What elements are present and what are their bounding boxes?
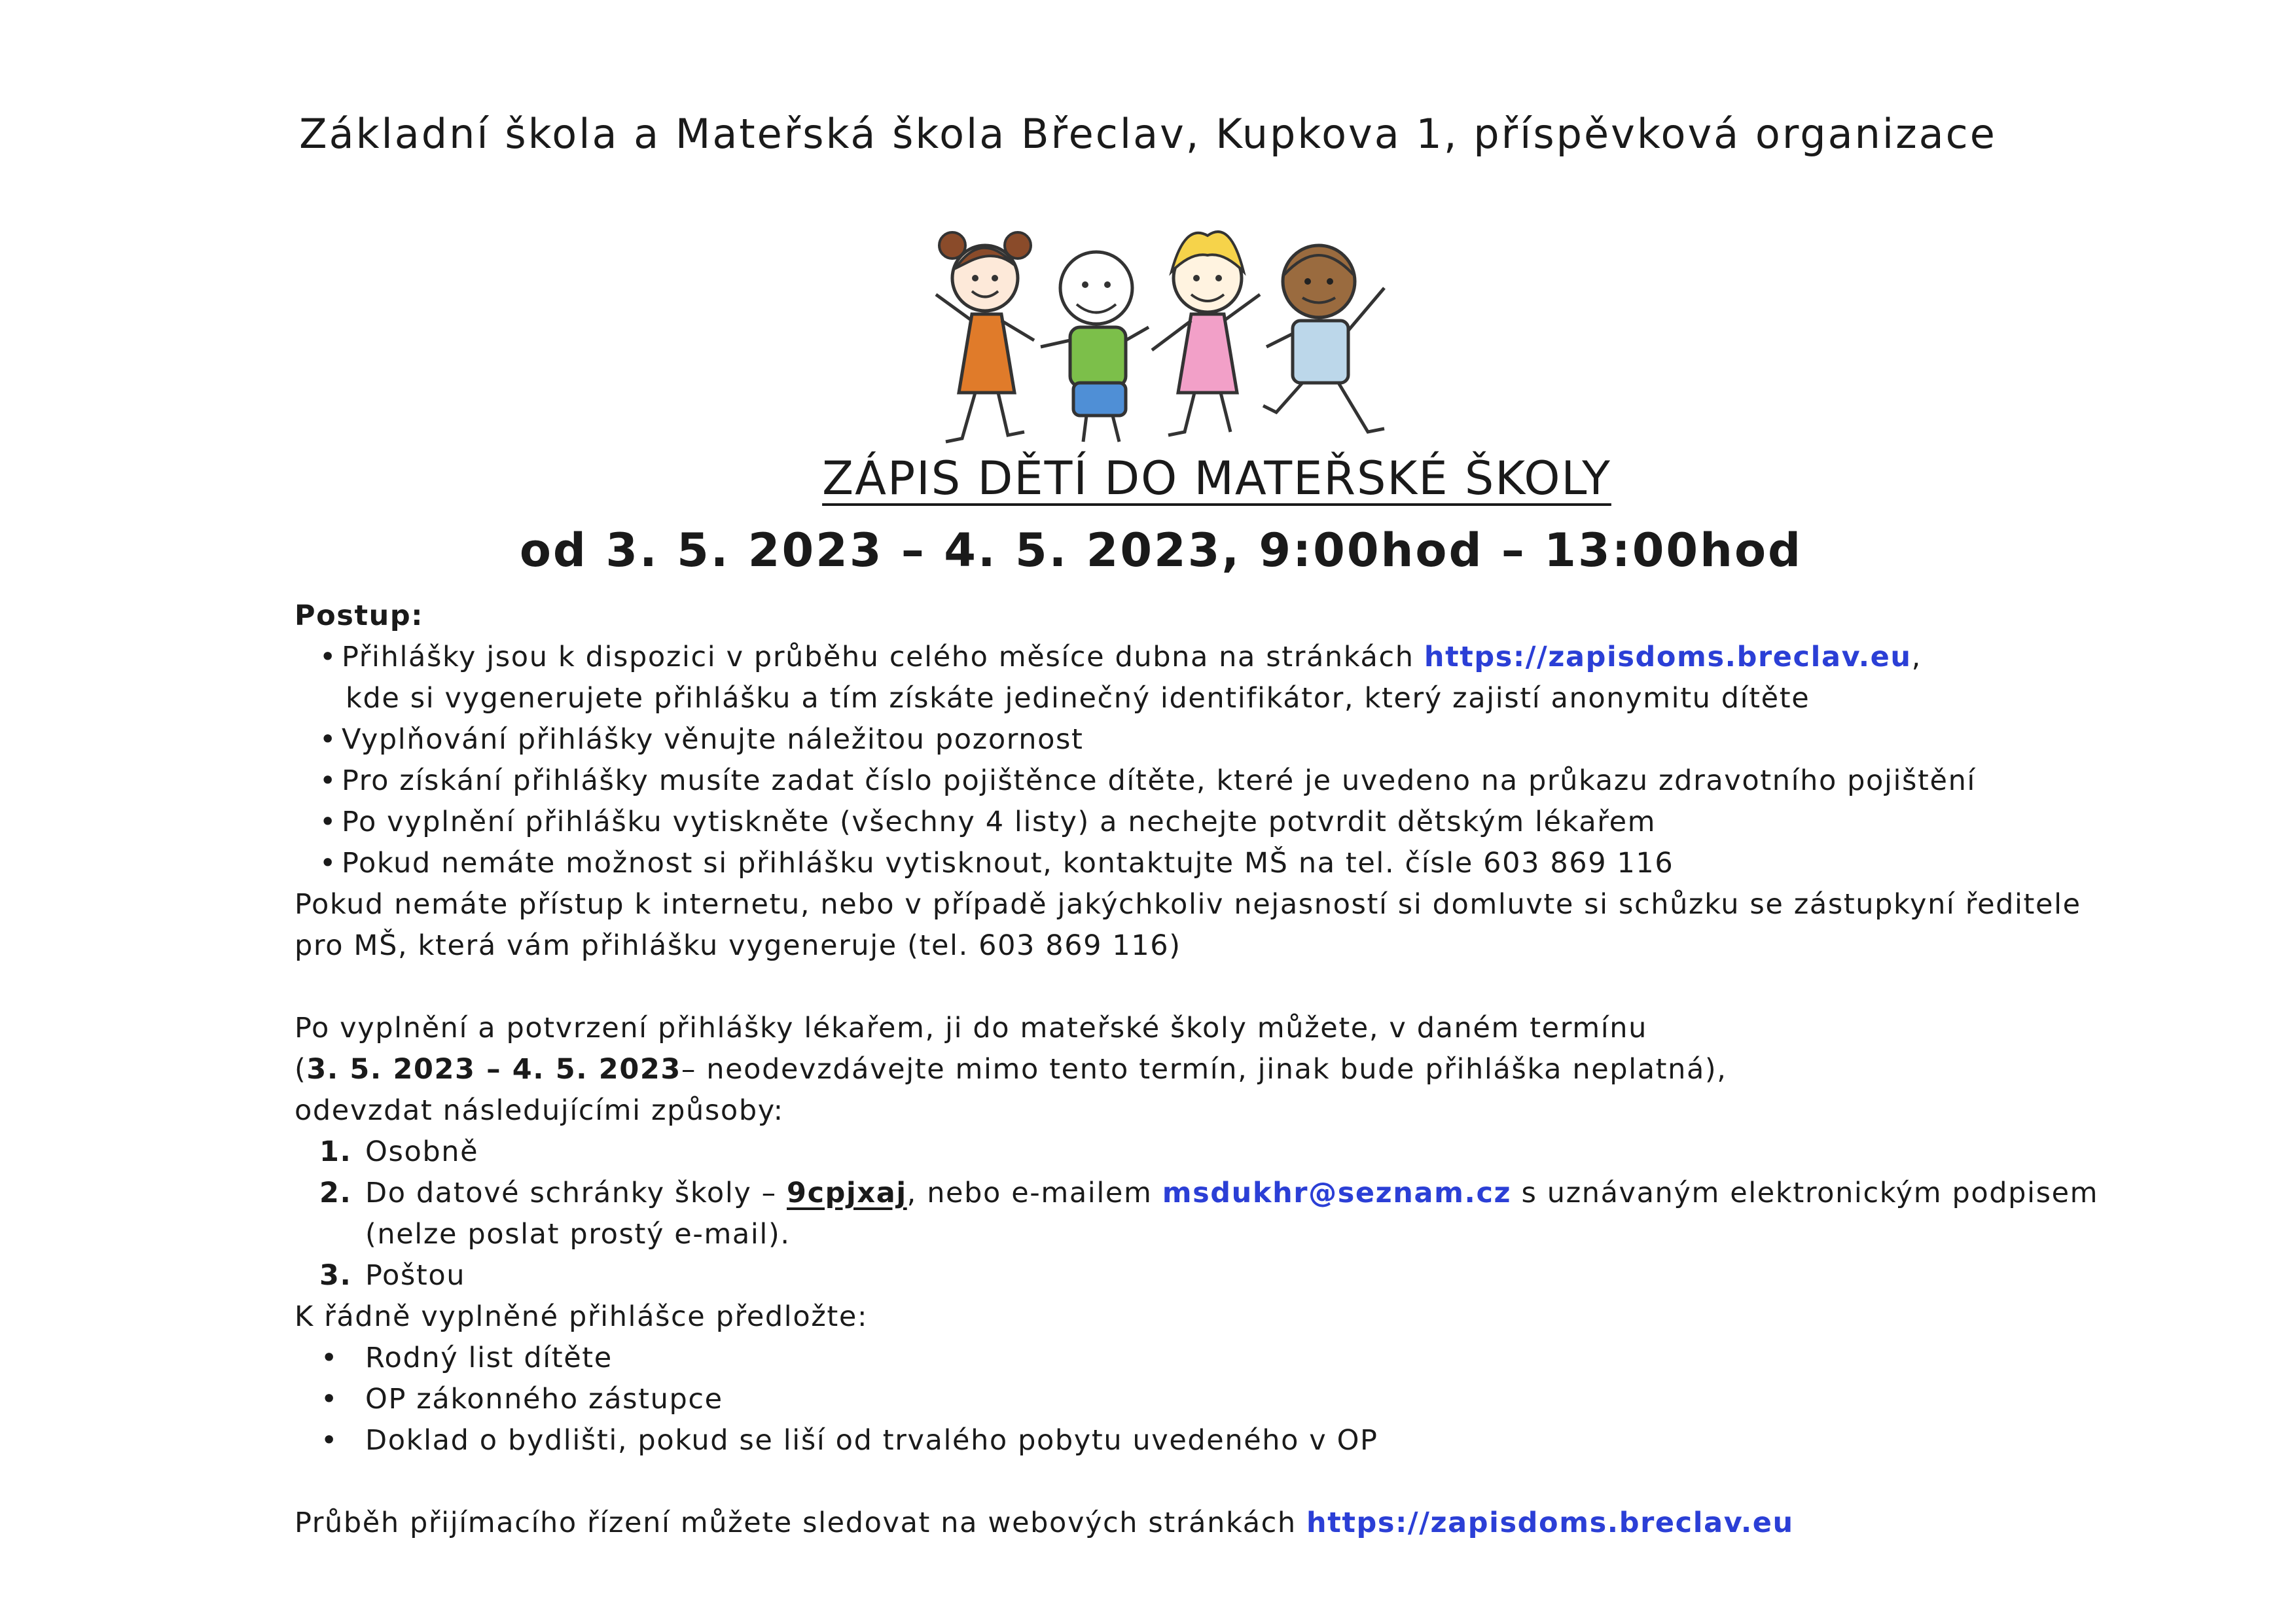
enrollment-dates-text: od 3. 5. 2023 – 4. 5. 2023, 9:00hod – 13:00hod xyxy=(519,524,1803,577)
enrollment-dates xyxy=(0,524,2296,577)
bullet: • xyxy=(319,806,337,838)
submission-line-1: Po vyplnění a potvrzení přihlášky lékařem, ji do mateřské školy můžete, v daném termínu xyxy=(295,1012,1647,1044)
bullet: • xyxy=(319,723,337,756)
bullet: • xyxy=(321,1424,338,1457)
item-number: 1. xyxy=(319,1135,352,1168)
email-link[interactable]: msdukhr@seznam.cz xyxy=(1162,1177,1512,1209)
organization-header: Základní škola a Mateřská škola Břeclav, Kupkova 1, příspěvková organizace xyxy=(299,110,1997,158)
list-item: • Pro získání přihlášky musíte zadat číslo pojištěnce dítěte, které je uvedeno na průkazu zdravotního pojištění xyxy=(295,760,2062,802)
list-item: • Po vyplnění přihlášku vytiskněte (všechny 4 listy) a nechejte potvrdit dětským lékařem xyxy=(295,802,2062,843)
numbered-item: 1. Osobně xyxy=(295,1132,2062,1173)
document-item: • Rodný list dítěte xyxy=(295,1338,2062,1379)
numbered-item-continuation: (nelze poslat prostý e-mail). xyxy=(365,1218,791,1251)
children-illustration xyxy=(910,216,1407,452)
item-number: 3. xyxy=(319,1259,352,1292)
bullet: • xyxy=(321,1342,338,1374)
child-boy-green xyxy=(1041,252,1149,442)
list-item: • Přihlášky jsou k dispozici v průběhu celého měsíce dubna na stránkách https://zapisdoms.breclav.eu, xyxy=(295,637,2062,678)
child-girl-pink xyxy=(1152,232,1260,435)
list-item-continuation: kde si vygenerujete přihlášku a tím získáte jedinečný identifikátor, který zajistí anonymitu dítěte xyxy=(346,682,1810,715)
submission-dates: 3. 5. 2023 – 4. 5. 2023 xyxy=(306,1053,681,1086)
bullet: • xyxy=(319,641,337,673)
enrollment-website-link[interactable]: https://zapisdoms.breclav.eu xyxy=(1424,641,1912,673)
bullet: • xyxy=(319,764,337,797)
body-content xyxy=(295,596,2099,1544)
documents-heading: K řádně vyplněné přihlášce předložte: xyxy=(295,1300,869,1333)
page-title-text: ZÁPIS DĚTÍ DO MATEŘSKÉ ŠKOLY xyxy=(822,452,1611,505)
no-internet-line-2: pro MŠ, která vám přihlášku vygeneruje (tel. 603 869 116) xyxy=(295,929,1181,962)
bullet: • xyxy=(319,847,337,880)
item-number: 2. xyxy=(319,1177,352,1209)
numbered-item: 2. Do datové schránky školy – 9cpjxaj, nebo e-mailem msdukhr@seznam.cz s uznávaným elektronickým podpisem xyxy=(295,1173,2062,1214)
footer-line: Průběh přijímacího řízení můžete sledovat na webových stránkách https://zapisdoms.breclav.eu xyxy=(295,1507,1794,1539)
submission-line-2: (3. 5. 2023 – 4. 5. 2023– neodevzdávejte mimo tento termín, jinak bude přihláška neplatná), xyxy=(295,1053,1727,1086)
spacer xyxy=(295,967,2062,1008)
postup-heading: Postup: xyxy=(295,599,423,632)
footer-website-link[interactable]: https://zapisdoms.breclav.eu xyxy=(1306,1507,1794,1539)
document-item: • OP zákonného zástupce xyxy=(295,1379,2062,1420)
bullet: • xyxy=(321,1383,338,1416)
list-item: • Pokud nemáte možnost si přihlášku vytisknout, kontaktujte MŠ na tel. čísle 603 869 116 xyxy=(295,843,2062,884)
child-boy-blue xyxy=(1263,245,1384,432)
data-box-id: 9cpjxaj xyxy=(787,1177,907,1209)
document-item: • Doklad o bydlišti, pokud se liší od trvalého pobytu uvedeného v OP xyxy=(295,1420,2062,1461)
page-title xyxy=(0,452,2296,505)
submission-line-3: odevzdat následujícími způsoby: xyxy=(295,1094,784,1127)
no-internet-line-1: Pokud nemáte přístup k internetu, nebo v případě jakýchkoliv nejasností si domluvte si schůzku se zástupkyní ředitele xyxy=(295,888,2081,921)
child-girl-orange xyxy=(936,232,1034,442)
numbered-item: 3. Poštou xyxy=(295,1255,2062,1296)
list-item: • Vyplňování přihlášky věnujte náležitou pozornost xyxy=(295,719,2062,760)
spacer xyxy=(295,1461,2062,1503)
